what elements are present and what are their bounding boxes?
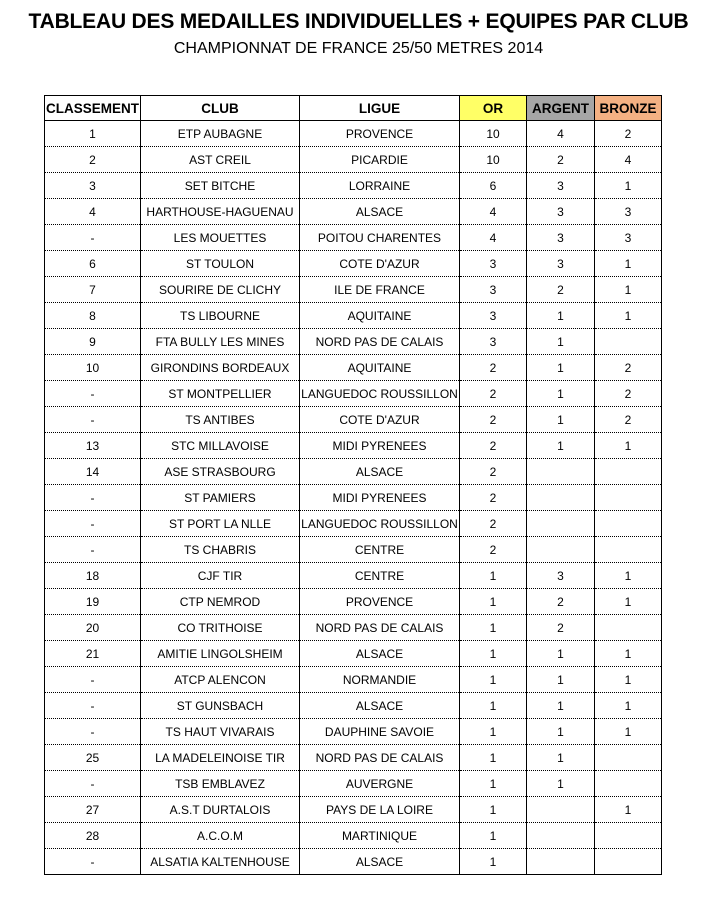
cell-bronze <box>595 459 662 485</box>
cell-classement: 19 <box>45 589 141 615</box>
cell-classement: - <box>45 225 141 251</box>
cell-ligue: DAUPHINE SAVOIE <box>300 719 460 745</box>
cell-or: 2 <box>460 511 527 537</box>
cell-bronze: 2 <box>595 381 662 407</box>
cell-classement: - <box>45 485 141 511</box>
table-row <box>45 303 662 329</box>
cell-bronze <box>595 849 662 875</box>
table-row <box>45 329 662 355</box>
cell-classement: 20 <box>45 615 141 641</box>
cell-club: CJF TIR <box>141 563 300 589</box>
cell-or: 1 <box>460 615 527 641</box>
table-row <box>45 615 662 641</box>
cell-classement: 3 <box>45 173 141 199</box>
table-row <box>45 797 662 823</box>
cell-club: TS LIBOURNE <box>141 303 300 329</box>
cell-bronze <box>595 537 662 563</box>
cell-classement: 25 <box>45 745 141 771</box>
medal-table <box>44 95 662 875</box>
cell-bronze: 1 <box>595 173 662 199</box>
cell-ligue: NORMANDIE <box>300 667 460 693</box>
table-row <box>45 277 662 303</box>
cell-argent <box>527 823 595 849</box>
header-club: CLUB <box>141 96 300 121</box>
cell-argent: 1 <box>527 641 595 667</box>
cell-or: 1 <box>460 823 527 849</box>
cell-bronze: 1 <box>595 641 662 667</box>
cell-ligue: AUVERGNE <box>300 771 460 797</box>
cell-bronze: 1 <box>595 667 662 693</box>
cell-or: 2 <box>460 537 527 563</box>
cell-argent: 3 <box>527 251 595 277</box>
cell-classement: - <box>45 849 141 875</box>
cell-or: 4 <box>460 199 527 225</box>
table-row <box>45 173 662 199</box>
cell-bronze: 2 <box>595 121 662 147</box>
cell-ligue: NORD PAS DE CALAIS <box>300 329 460 355</box>
table-row <box>45 381 662 407</box>
table-row <box>45 667 662 693</box>
cell-ligue: NORD PAS DE CALAIS <box>300 615 460 641</box>
cell-club: FTA BULLY LES MINES <box>141 329 300 355</box>
cell-classement: 14 <box>45 459 141 485</box>
cell-ligue: ILE DE FRANCE <box>300 277 460 303</box>
cell-argent: 1 <box>527 381 595 407</box>
header-argent: ARGENT <box>527 96 595 121</box>
cell-club: GIRONDINS BORDEAUX <box>141 355 300 381</box>
cell-ligue: POITOU CHARENTES <box>300 225 460 251</box>
cell-ligue: ALSACE <box>300 459 460 485</box>
cell-club: CTP NEMROD <box>141 589 300 615</box>
cell-argent: 1 <box>527 303 595 329</box>
cell-classement: - <box>45 511 141 537</box>
cell-ligue: ALSACE <box>300 849 460 875</box>
cell-argent: 1 <box>527 667 595 693</box>
header-classement: CLASSEMENT <box>45 96 141 121</box>
cell-or: 1 <box>460 693 527 719</box>
cell-club: ETP AUBAGNE <box>141 121 300 147</box>
header-ligue: LIGUE <box>300 96 460 121</box>
cell-club: TS CHABRIS <box>141 537 300 563</box>
cell-argent <box>527 485 595 511</box>
header-or: OR <box>460 96 527 121</box>
cell-argent: 1 <box>527 771 595 797</box>
cell-club: ST GUNSBACH <box>141 693 300 719</box>
cell-bronze: 1 <box>595 719 662 745</box>
cell-ligue: PICARDIE <box>300 147 460 173</box>
cell-or: 1 <box>460 589 527 615</box>
table-row <box>45 511 662 537</box>
cell-argent <box>527 797 595 823</box>
cell-argent: 1 <box>527 693 595 719</box>
cell-ligue: LANGUEDOC ROUSSILLON <box>300 381 460 407</box>
cell-or: 3 <box>460 277 527 303</box>
cell-bronze: 1 <box>595 303 662 329</box>
cell-club: ALSATIA KALTENHOUSE <box>141 849 300 875</box>
cell-argent: 3 <box>527 563 595 589</box>
cell-ligue: MIDI PYRENEES <box>300 433 460 459</box>
cell-or: 2 <box>460 485 527 511</box>
cell-bronze <box>595 485 662 511</box>
cell-or: 1 <box>460 849 527 875</box>
cell-or: 1 <box>460 797 527 823</box>
cell-classement: - <box>45 719 141 745</box>
cell-club: AMITIE LINGOLSHEIM <box>141 641 300 667</box>
cell-ligue: ALSACE <box>300 693 460 719</box>
cell-bronze <box>595 329 662 355</box>
cell-ligue: PROVENCE <box>300 589 460 615</box>
cell-argent: 2 <box>527 147 595 173</box>
cell-argent: 1 <box>527 329 595 355</box>
table-row <box>45 537 662 563</box>
cell-or: 3 <box>460 329 527 355</box>
cell-ligue: AQUITAINE <box>300 303 460 329</box>
table-row <box>45 355 662 381</box>
cell-bronze <box>595 615 662 641</box>
cell-argent: 2 <box>527 615 595 641</box>
cell-or: 3 <box>460 303 527 329</box>
cell-classement: 18 <box>45 563 141 589</box>
cell-bronze: 1 <box>595 251 662 277</box>
table-row <box>45 823 662 849</box>
cell-bronze <box>595 745 662 771</box>
cell-classement: - <box>45 407 141 433</box>
table-row <box>45 225 662 251</box>
cell-or: 1 <box>460 641 527 667</box>
cell-club: SET BITCHE <box>141 173 300 199</box>
page-title: TABLEAU DES MEDAILLES INDIVIDUELLES + EQUIPES PAR CLUB <box>28 10 689 33</box>
cell-classement: 28 <box>45 823 141 849</box>
cell-club: AST CREIL <box>141 147 300 173</box>
cell-or: 2 <box>460 381 527 407</box>
table-row <box>45 589 662 615</box>
cell-argent: 1 <box>527 719 595 745</box>
cell-club: SOURIRE DE CLICHY <box>141 277 300 303</box>
cell-argent <box>527 459 595 485</box>
table-row <box>45 563 662 589</box>
cell-argent <box>527 537 595 563</box>
cell-argent: 3 <box>527 173 595 199</box>
cell-classement: 2 <box>45 147 141 173</box>
cell-classement: 13 <box>45 433 141 459</box>
cell-classement: 6 <box>45 251 141 277</box>
cell-or: 1 <box>460 771 527 797</box>
cell-ligue: COTE D'AZUR <box>300 251 460 277</box>
cell-club: ST PORT LA NLLE <box>141 511 300 537</box>
cell-or: 1 <box>460 667 527 693</box>
table-row <box>45 719 662 745</box>
cell-ligue: NORD PAS DE CALAIS <box>300 745 460 771</box>
cell-ligue: ALSACE <box>300 641 460 667</box>
header-bronze: BRONZE <box>595 96 662 121</box>
page-subtitle: CHAMPIONNAT DE FRANCE 25/50 METRES 2014 <box>173 40 544 57</box>
cell-classement: 4 <box>45 199 141 225</box>
cell-ligue: PAYS DE LA LOIRE <box>300 797 460 823</box>
table-row <box>45 485 662 511</box>
cell-bronze <box>595 511 662 537</box>
cell-bronze: 1 <box>595 589 662 615</box>
cell-argent: 3 <box>527 225 595 251</box>
cell-club: LES MOUETTES <box>141 225 300 251</box>
table-row <box>45 641 662 667</box>
cell-ligue: MARTINIQUE <box>300 823 460 849</box>
table-row <box>45 407 662 433</box>
cell-argent: 1 <box>527 355 595 381</box>
table-row <box>45 433 662 459</box>
cell-classement: 8 <box>45 303 141 329</box>
cell-classement: 9 <box>45 329 141 355</box>
cell-bronze: 1 <box>595 433 662 459</box>
cell-argent: 2 <box>527 277 595 303</box>
cell-bronze: 1 <box>595 277 662 303</box>
table-row <box>45 849 662 875</box>
cell-club: HARTHOUSE-HAGUENAU <box>141 199 300 225</box>
cell-bronze: 4 <box>595 147 662 173</box>
cell-club: STC MILLAVOISE <box>141 433 300 459</box>
cell-bronze: 2 <box>595 407 662 433</box>
cell-or: 4 <box>460 225 527 251</box>
cell-club: CO TRITHOISE <box>141 615 300 641</box>
cell-classement: - <box>45 537 141 563</box>
cell-ligue: LORRAINE <box>300 173 460 199</box>
cell-club: LA MADELEINOISE TIR <box>141 745 300 771</box>
cell-classement: 27 <box>45 797 141 823</box>
table-row <box>45 745 662 771</box>
cell-bronze: 3 <box>595 225 662 251</box>
cell-ligue: AQUITAINE <box>300 355 460 381</box>
header-row <box>45 96 662 121</box>
cell-ligue: MIDI PYRENEES <box>300 485 460 511</box>
cell-or: 3 <box>460 251 527 277</box>
cell-or: 1 <box>460 719 527 745</box>
cell-club: ASE STRASBOURG <box>141 459 300 485</box>
cell-ligue: CENTRE <box>300 563 460 589</box>
cell-or: 2 <box>460 407 527 433</box>
cell-or: 2 <box>460 355 527 381</box>
cell-club: ST TOULON <box>141 251 300 277</box>
cell-bronze: 3 <box>595 199 662 225</box>
cell-ligue: ALSACE <box>300 199 460 225</box>
cell-or: 2 <box>460 459 527 485</box>
cell-classement: 1 <box>45 121 141 147</box>
cell-classement: - <box>45 667 141 693</box>
cell-bronze: 1 <box>595 797 662 823</box>
cell-argent: 4 <box>527 121 595 147</box>
cell-or: 1 <box>460 563 527 589</box>
table-row <box>45 251 662 277</box>
cell-classement: 7 <box>45 277 141 303</box>
table-row <box>45 147 662 173</box>
cell-ligue: PROVENCE <box>300 121 460 147</box>
cell-argent: 3 <box>527 199 595 225</box>
table-row <box>45 459 662 485</box>
cell-ligue: COTE D'AZUR <box>300 407 460 433</box>
cell-argent <box>527 849 595 875</box>
table-row <box>45 771 662 797</box>
cell-club: A.S.T DURTALOIS <box>141 797 300 823</box>
cell-bronze <box>595 823 662 849</box>
cell-or: 1 <box>460 745 527 771</box>
cell-club: ATCP ALENCON <box>141 667 300 693</box>
cell-or: 2 <box>460 433 527 459</box>
cell-classement: 10 <box>45 355 141 381</box>
cell-club: A.C.O.M <box>141 823 300 849</box>
cell-argent: 1 <box>527 407 595 433</box>
cell-club: TS ANTIBES <box>141 407 300 433</box>
cell-classement: - <box>45 693 141 719</box>
cell-classement: - <box>45 381 141 407</box>
cell-argent: 1 <box>527 745 595 771</box>
cell-ligue: LANGUEDOC ROUSSILLON <box>300 511 460 537</box>
cell-argent: 2 <box>527 589 595 615</box>
cell-or: 10 <box>460 121 527 147</box>
cell-bronze: 2 <box>595 355 662 381</box>
cell-argent <box>527 511 595 537</box>
cell-bronze: 1 <box>595 693 662 719</box>
table-row <box>45 121 662 147</box>
cell-or: 10 <box>460 147 527 173</box>
cell-club: ST MONTPELLIER <box>141 381 300 407</box>
table-body <box>45 121 662 875</box>
cell-classement: - <box>45 771 141 797</box>
cell-club: TS HAUT VIVARAIS <box>141 719 300 745</box>
table-row <box>45 693 662 719</box>
cell-club: ST PAMIERS <box>141 485 300 511</box>
cell-ligue: CENTRE <box>300 537 460 563</box>
cell-or: 6 <box>460 173 527 199</box>
table-row <box>45 199 662 225</box>
cell-club: TSB EMBLAVEZ <box>141 771 300 797</box>
cell-classement: 21 <box>45 641 141 667</box>
cell-argent: 1 <box>527 433 595 459</box>
cell-bronze: 1 <box>595 563 662 589</box>
cell-bronze <box>595 771 662 797</box>
